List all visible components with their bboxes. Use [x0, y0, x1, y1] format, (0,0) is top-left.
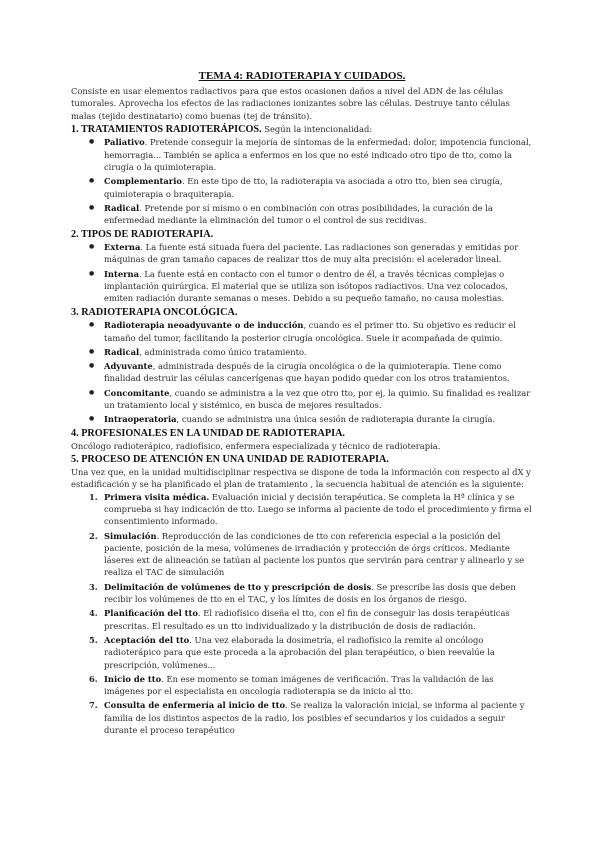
item-number: 2.: [89, 530, 98, 541]
section-1-subtitle: Según la intencionalidad:: [261, 123, 373, 134]
item-term: Aceptación del tto: [104, 634, 190, 645]
item-term: Externa: [104, 242, 141, 253]
list-item: [89, 673, 533, 698]
section-3-list: [71, 319, 533, 425]
list-item: [104, 360, 533, 385]
section-1-title: 1. TRATAMIENTOS RADIOTERÁPICOS.: [71, 123, 262, 135]
section-1-list: [71, 136, 533, 226]
item-text: , cuando se administra una única sesión de radioterapia durante la cirugía.: [176, 414, 496, 425]
list-item: [104, 175, 533, 200]
section-5-heading: 5. PROCESO DE ATENCIÓN EN UNA UNIDAD DE RADIOTERAPIA.: [71, 453, 389, 465]
list-item: [89, 699, 533, 736]
item-number: 7.: [89, 700, 98, 711]
item-term: Primera visita médica.: [104, 491, 210, 502]
item-term: Radical: [104, 346, 140, 357]
item-term: Adyuvante: [104, 361, 153, 372]
document-page: [71, 70, 533, 738]
item-text: Evaluación inicial y decisión terapéutica. Se completa la Hª clínica y se comprueba si hay indicación de tto. Luego se informa al paciente de todo el procedimiento y firma el consentimiento informado.: [104, 491, 532, 527]
item-number: 4.: [89, 608, 98, 619]
section-2-heading: 2. TIPOS DE RADIOTERAPIA.: [71, 228, 214, 240]
item-term: Planificación del tto: [104, 608, 198, 619]
document-title: TEMA 4: RADIOTERAPIA Y CUIDADOS.: [198, 70, 406, 82]
item-text: . Una vez elaborada la dosimetría, el radiofísico la remite al oncólogo radioterápico para que este proceda a la aprobación del plan terapéutico, o bien reevalúe la prescripción, volúmenes...: [104, 634, 495, 670]
list-item: [104, 268, 533, 305]
item-text: . Pretende conseguir la mejoría de síntomas de la enfermedad: dolor, impotencia funcional, hemorragia... También se aplica a enfermos en los que no esté indicado otro tipo de tto, como la cirugía o la quimioterapia.: [104, 137, 532, 173]
item-term: Paliativo: [104, 137, 145, 148]
list-item: [89, 607, 533, 632]
section-2-list: [71, 241, 533, 304]
item-term: Inicio de tto: [104, 673, 162, 684]
section-3-heading: 3. RADIOTERAPIA ONCOLÓGICA.: [71, 306, 238, 318]
item-term: Intraoperatoria: [104, 414, 177, 425]
item-text: . Reproducción de las condiciones de tto con referencia especial a la posición del paciente, posición de la mesa, volúmenes de irradiación y protección de órgs críticos. Mediante láseres ext de alineación se tatúan al paciente los puntos que servirán para centrar y alinearlo y se realiza el TAC de simulación: [104, 530, 525, 578]
item-text: . El radiofísico diseña el tto, con el fin de conseguir las dosis terapéuticas prescritas. El resultado es un tto individualizado y la distribución de dosis de radiación.: [104, 608, 510, 631]
item-text: . Se prescribe las dosis que deben recibir los volúmenes de tto en el TAC, y los límites de dosis en los órganos de riesgo.: [104, 581, 516, 605]
section-5-list: [71, 491, 533, 737]
section-1-heading: [71, 123, 533, 137]
item-number: 6.: [89, 673, 98, 684]
section-4-text: Oncólogo radioterápico, radiofísico, enfermera especializada y técnico de radioterapia.: [71, 441, 441, 452]
item-text: . Pretende por sí mismo o en combinación con otras posibilidades, la curación de la enfermedad mediante la eliminación del tumor o el control de sus recidivas.: [104, 202, 493, 226]
item-number: 1.: [89, 491, 98, 502]
item-term: Interna: [104, 268, 140, 279]
list-item: [89, 530, 533, 579]
item-text: , administrada después de la cirugía oncológica o de la quimioterapia. Tiene como finalidad destruir las células cancerígenas que hayan podido quedar con los otros tratamientos.: [104, 361, 510, 384]
list-item: [104, 319, 533, 344]
list-item: [104, 413, 533, 425]
item-number: 5.: [89, 634, 98, 645]
item-text: , cuando se administra a la vez que otro tto, por ej, la quimio. Su finalidad es realizar un tratamiento local y sistémico, en busca de mejores resultados.: [104, 387, 531, 411]
item-term: Concomitante: [104, 387, 170, 398]
list-item: [104, 346, 533, 358]
list-item: [89, 581, 533, 606]
item-text: . Se realiza la valoración inicial, se informa al paciente y familia de los distintos aspectos de la radio, los posibles ef secundarios y los cuidados a seguir durante el proceso terapéutico: [104, 700, 525, 736]
item-text: , cuando es el primer tto. Su objetivo es reducir el tamaño del tumor, facilitando la posterior cirugía oncológica. Suele ir acompañada de quimio.: [104, 320, 516, 343]
list-item: [104, 241, 533, 266]
item-number: 3.: [89, 581, 98, 592]
item-text: , administrada como único tratamiento.: [139, 346, 307, 357]
list-item: [89, 634, 533, 671]
list-item: [89, 491, 533, 528]
item-term: Complementario: [104, 176, 182, 187]
item-term: Radioterapia neoadyuvante o de inducción: [104, 320, 304, 331]
item-term: Consulta de enfermería al inicio de tto: [104, 700, 286, 711]
section-5-intro: Una vez que, en la unidad multidisciplinar respectiva se dispone de toda la información con respecto al dX y estadificación y se ha planificado el plan de tratamiento , la secuencia habitual de atención es la siguiente:: [71, 467, 531, 490]
item-text: . La fuente está en contacto con el tumor o dentro de él, a través técnicas complejas o implantación quirúrgica. El material que se utiliza son isótopos radiactivos. Una vez colocados, emiten radiación durante semanas o meses. Debido a su pequeño tamaño, no causa molestias.: [104, 268, 508, 304]
list-item: [104, 387, 533, 412]
item-term: Delimitación de volúmenes de tto y prescripción de dosis: [104, 581, 372, 592]
item-term: Simulación: [104, 530, 157, 541]
item-term: Radical: [104, 202, 140, 213]
item-text: . En este tipo de tto, la radioterapia va asociada a otro tto, bien sea cirugía, quimioterapia o braquiterapia.: [104, 176, 503, 199]
list-item: [104, 136, 533, 173]
item-text: . La fuente está situada fuera del paciente. Las radiaciones son generadas y emitidas por máquinas de gran tamaño capaces de realizar ttos de muy alta precisión: el acelerador lineal.: [104, 242, 519, 265]
intro-paragraph: Consiste en usar elementos radiactivos para que estos ocasionen daños a nivel del ADN de las células tumorales. Aprovecha los efectos de las radiaciones ionizantes sobre las células. Destruye tanto células malas (tejido destinatario) como buenas (tej de tránsito).: [71, 86, 510, 121]
item-text: . En ese momento se toman imágenes de verificación. Tras la validación de las imágenes por el especialista en oncología radioterapia se da inicio al tto.: [104, 673, 494, 697]
list-item: [104, 202, 533, 227]
section-4-heading: 4. PROFESIONALES EN LA UNIDAD DE RADIOTERAPIA.: [71, 427, 345, 439]
